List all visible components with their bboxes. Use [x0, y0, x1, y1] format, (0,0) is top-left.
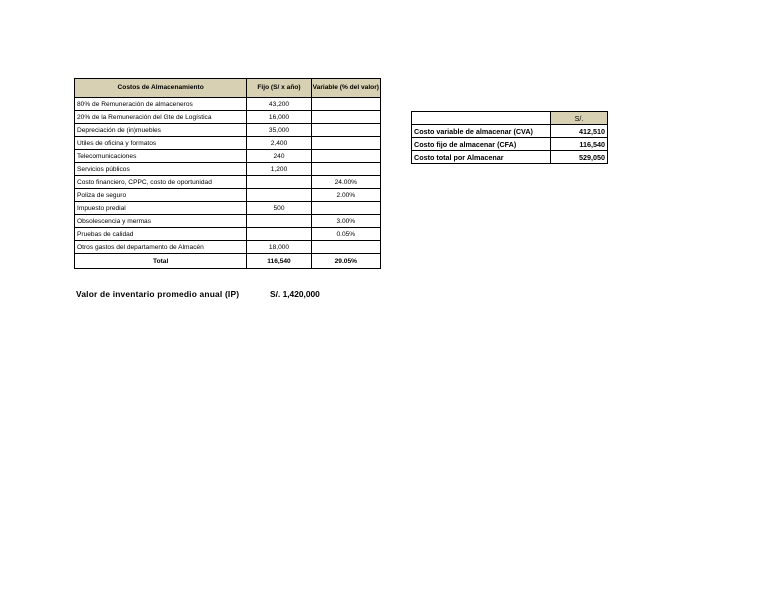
- cost-concept-cell: Pruebas de calidad: [75, 228, 247, 241]
- summary-row: [412, 125, 608, 138]
- cost-concept-cell: 20% de la Remuneración del Gte de Logística: [75, 111, 247, 124]
- summary-value-cell: 529,050: [551, 151, 608, 164]
- cost-variable-cell: [311, 202, 380, 215]
- summary-row: [412, 151, 608, 164]
- cost-table-total-row: [75, 254, 381, 269]
- summary-value-cell: 412,510: [551, 125, 608, 138]
- total-fixed: 116,540: [247, 254, 311, 269]
- cost-table-body: [75, 98, 381, 254]
- cost-fixed-cell: [247, 215, 311, 228]
- inventory-value-amount: S/. 1,420,000: [270, 289, 320, 299]
- cost-variable-cell: 0.05%: [311, 228, 380, 241]
- cost-fixed-cell: 1,200: [247, 163, 311, 176]
- summary-value-cell: 116,540: [551, 138, 608, 151]
- header-variable: Variable (% del valor): [311, 79, 380, 98]
- inventory-value-label: Valor de inventario promedio anual (IP): [76, 289, 240, 299]
- cost-variable-cell: 2.00%: [311, 189, 380, 202]
- cost-table-row: [75, 163, 381, 176]
- cost-table-row: [75, 137, 381, 150]
- summary-label-cell: Costo fijo de almacenar (CFA): [412, 138, 551, 151]
- cost-fixed-cell: [247, 176, 311, 189]
- cost-concept-cell: Servicios públicos: [75, 163, 247, 176]
- summary-row: [412, 138, 608, 151]
- storage-costs-table: [74, 78, 381, 269]
- cost-fixed-cell: 240: [247, 150, 311, 163]
- summary-label-cell: Costo total por Almacenar: [412, 151, 551, 164]
- cost-fixed-cell: 16,000: [247, 111, 311, 124]
- cost-fixed-cell: 18,000: [247, 241, 311, 254]
- cost-table-row: [75, 150, 381, 163]
- total-variable: 29.05%: [311, 254, 380, 269]
- summary-header-currency: S/.: [551, 112, 608, 125]
- cost-variable-cell: [311, 241, 380, 254]
- cost-concept-cell: Otros gastos del departamento de Almacén: [75, 241, 247, 254]
- cost-concept-cell: Impuesto predial: [75, 202, 247, 215]
- cost-table-row: [75, 176, 381, 189]
- cost-table-row: [75, 202, 381, 215]
- cost-variable-cell: [311, 111, 380, 124]
- cost-variable-cell: [311, 98, 380, 111]
- summary-header-row: [412, 112, 608, 125]
- cost-variable-cell: [311, 137, 380, 150]
- cost-table-row: [75, 124, 381, 137]
- cost-summary-table: [411, 111, 608, 164]
- cost-variable-cell: 3.00%: [311, 215, 380, 228]
- cost-fixed-cell: [247, 228, 311, 241]
- total-label: Total: [75, 254, 247, 269]
- cost-table-row: [75, 98, 381, 111]
- cost-concept-cell: Telecomunicaciones: [75, 150, 247, 163]
- cost-variable-cell: [311, 124, 380, 137]
- cost-variable-cell: [311, 150, 380, 163]
- summary-header-blank: [412, 112, 551, 125]
- cost-fixed-cell: [247, 189, 311, 202]
- cost-concept-cell: Depreciación de (in)muebles: [75, 124, 247, 137]
- cost-table-row: [75, 111, 381, 124]
- cost-table-row: [75, 228, 381, 241]
- cost-fixed-cell: 35,000: [247, 124, 311, 137]
- cost-table-row: [75, 215, 381, 228]
- summary-label-cell: Costo variable de almacenar (CVA): [412, 125, 551, 138]
- cost-fixed-cell: 500: [247, 202, 311, 215]
- cost-table-header-row: [75, 79, 381, 98]
- cost-variable-cell: [311, 163, 380, 176]
- header-concept: Costos de Almacenamiento: [75, 79, 247, 98]
- cost-table-row: [75, 189, 381, 202]
- cost-fixed-cell: 2,400: [247, 137, 311, 150]
- cost-concept-cell: Poliza de seguro: [75, 189, 247, 202]
- cost-concept-cell: Obsolescencia y mermas: [75, 215, 247, 228]
- cost-fixed-cell: 43,200: [247, 98, 311, 111]
- header-fixed: Fijo (S/ x año): [247, 79, 311, 98]
- cost-concept-cell: Costo financiero, CPPC, costo de oportunidad: [75, 176, 247, 189]
- cost-variable-cell: 24.00%: [311, 176, 380, 189]
- cost-concept-cell: Utiles de oficina y formatos: [75, 137, 247, 150]
- cost-concept-cell: 80% de Remuneración de almaceneros: [75, 98, 247, 111]
- summary-table-body: [412, 125, 608, 164]
- cost-table-row: [75, 241, 381, 254]
